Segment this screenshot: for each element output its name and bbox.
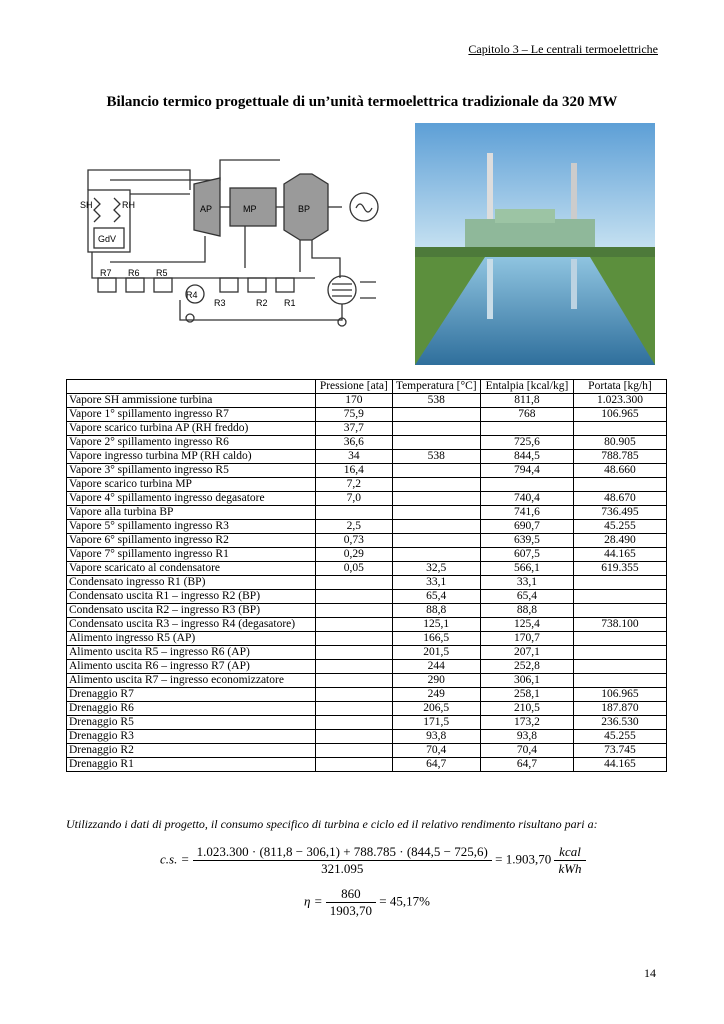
value-cell: 306,1: [480, 674, 573, 688]
value-cell: [392, 464, 480, 478]
plant-schematic: [80, 150, 385, 335]
table-row: [67, 744, 667, 758]
value-cell: 736.495: [573, 506, 666, 520]
value-cell: 844,5: [480, 450, 573, 464]
value-cell: 788.785: [573, 450, 666, 464]
table-row: [67, 632, 667, 646]
value-cell: [316, 646, 392, 660]
value-cell: 0,73: [316, 534, 392, 548]
value-cell: 607,5: [480, 548, 573, 562]
value-cell: 2,5: [316, 520, 392, 534]
value-cell: [316, 660, 392, 674]
value-cell: 48.660: [573, 464, 666, 478]
value-cell: [316, 744, 392, 758]
row-label-cell: Vapore scarico turbina AP (RH freddo): [67, 422, 316, 436]
table-row: [67, 730, 667, 744]
value-cell: [316, 702, 392, 716]
table-row: [67, 758, 667, 772]
value-cell: [392, 548, 480, 562]
formula-cs-numerator: 1.023.300 · (811,8 − 306,1) + 788.785 · (844,5 − 725,6): [193, 844, 492, 861]
table-row: [67, 436, 667, 450]
value-cell: 125,4: [480, 618, 573, 632]
value-cell: 75,9: [316, 408, 392, 422]
formula-cs-result: = 1.903,70: [495, 851, 552, 867]
value-cell: 70,4: [392, 744, 480, 758]
value-cell: [573, 660, 666, 674]
formula-cs-unit-den: kWh: [558, 861, 582, 876]
table-row: [67, 492, 667, 506]
value-cell: [573, 646, 666, 660]
value-cell: 65,4: [480, 590, 573, 604]
table-row: [67, 660, 667, 674]
value-cell: [573, 632, 666, 646]
value-cell: 93,8: [480, 730, 573, 744]
row-label-cell: Drenaggio R5: [67, 716, 316, 730]
value-cell: 201,5: [392, 646, 480, 660]
formula-cs-unit: [554, 844, 585, 877]
value-cell: [480, 422, 573, 436]
table-row: [67, 604, 667, 618]
value-cell: 538: [392, 394, 480, 408]
value-cell: [316, 758, 392, 772]
value-cell: [392, 506, 480, 520]
page-title: Bilancio termico progettuale di un’unità termoelettrica tradizionale da 320 MW: [106, 94, 618, 110]
value-cell: 45.255: [573, 730, 666, 744]
label-gdv: GdV: [98, 234, 117, 244]
value-cell: [392, 436, 480, 450]
value-cell: 0,29: [316, 548, 392, 562]
table-row: [67, 702, 667, 716]
table-row: [67, 394, 667, 408]
label-r5: R5: [156, 268, 168, 278]
value-cell: [316, 618, 392, 632]
row-label-cell: Vapore scaricato al condensatore: [67, 562, 316, 576]
row-label-cell: Drenaggio R1: [67, 758, 316, 772]
value-cell: 0,05: [316, 562, 392, 576]
value-cell: 7,0: [316, 492, 392, 506]
value-cell: 187.870: [573, 702, 666, 716]
value-cell: [392, 478, 480, 492]
row-label-cell: Vapore scarico turbina MP: [67, 478, 316, 492]
value-cell: 33,1: [480, 576, 573, 590]
table-row: [67, 590, 667, 604]
value-cell: [316, 674, 392, 688]
value-cell: [392, 492, 480, 506]
value-cell: 32,5: [392, 562, 480, 576]
value-cell: [316, 576, 392, 590]
table-row: [67, 506, 667, 520]
power-plant-photo: [415, 123, 655, 365]
label-r2: R2: [256, 298, 268, 308]
table-row: [67, 576, 667, 590]
value-cell: 741,6: [480, 506, 573, 520]
formula-specific-consumption: [160, 844, 586, 877]
value-cell: 768: [480, 408, 573, 422]
value-cell: 125,1: [392, 618, 480, 632]
chapter-header: Capitolo 3 – Le centrali termoelettriche: [468, 42, 658, 56]
value-cell: [573, 674, 666, 688]
value-cell: 738.100: [573, 618, 666, 632]
value-cell: 173,2: [480, 716, 573, 730]
value-cell: 206,5: [392, 702, 480, 716]
value-cell: 236.530: [573, 716, 666, 730]
formula-cs-fraction: [193, 844, 492, 877]
value-cell: 36,6: [316, 436, 392, 450]
row-label-cell: Vapore 2° spillamento ingresso R6: [67, 436, 316, 450]
value-cell: 88,8: [480, 604, 573, 618]
formula-eta-lhs: η =: [304, 893, 323, 909]
row-label-cell: Vapore 6° spillamento ingresso R2: [67, 534, 316, 548]
value-cell: 37,7: [316, 422, 392, 436]
thermal-balance-table: [66, 379, 667, 772]
row-label-cell: Alimento uscita R7 – ingresso economizzatore: [67, 674, 316, 688]
value-cell: [573, 478, 666, 492]
value-cell: 106.965: [573, 688, 666, 702]
row-label-cell: Vapore SH ammissione turbina: [67, 394, 316, 408]
table-row: [67, 562, 667, 576]
value-cell: 73.745: [573, 744, 666, 758]
value-cell: 244: [392, 660, 480, 674]
value-cell: [392, 520, 480, 534]
row-label-cell: Vapore 1° spillamento ingresso R7: [67, 408, 316, 422]
row-label-cell: Vapore 5° spillamento ingresso R3: [67, 520, 316, 534]
value-cell: [480, 478, 573, 492]
value-cell: 639,5: [480, 534, 573, 548]
header-cell: Entalpia [kcal/kg]: [480, 380, 573, 394]
label-r3: R3: [214, 298, 226, 308]
label-sh: SH: [80, 200, 93, 210]
value-cell: [573, 422, 666, 436]
value-cell: 811,8: [480, 394, 573, 408]
label-bp: BP: [298, 204, 311, 214]
value-cell: 64,7: [480, 758, 573, 772]
row-label-cell: Condensato uscita R2 – ingresso R3 (BP): [67, 604, 316, 618]
label-mp: MP: [243, 204, 257, 214]
value-cell: 70,4: [480, 744, 573, 758]
table-row: [67, 464, 667, 478]
label-r1: R1: [284, 298, 296, 308]
value-cell: 28.490: [573, 534, 666, 548]
value-cell: 44.165: [573, 548, 666, 562]
table-row: [67, 478, 667, 492]
value-cell: [392, 422, 480, 436]
row-label-cell: Vapore 3° spillamento ingresso R5: [67, 464, 316, 478]
value-cell: 566,1: [480, 562, 573, 576]
value-cell: 64,7: [392, 758, 480, 772]
header-cell: Pressione [ata]: [316, 380, 392, 394]
value-cell: [316, 604, 392, 618]
value-cell: 690,7: [480, 520, 573, 534]
formula-eta-fraction: [326, 886, 376, 919]
formula-cs-unit-num: kcal: [554, 844, 585, 861]
value-cell: 170: [316, 394, 392, 408]
value-cell: 740,4: [480, 492, 573, 506]
row-label-cell: Alimento uscita R5 – ingresso R6 (AP): [67, 646, 316, 660]
label-r7: R7: [100, 268, 112, 278]
formula-eta-denominator: 1903,70: [329, 903, 372, 918]
table-header-row: [67, 380, 667, 394]
value-cell: 48.670: [573, 492, 666, 506]
value-cell: 619.355: [573, 562, 666, 576]
label-rh: RH: [122, 200, 135, 210]
formula-cs-denominator: 321.095: [321, 861, 364, 876]
row-label-cell: Condensato uscita R1 – ingresso R2 (BP): [67, 590, 316, 604]
table-row: [67, 450, 667, 464]
row-label-cell: Drenaggio R3: [67, 730, 316, 744]
formula-cs-lhs: c.s. =: [160, 851, 190, 867]
table-row: [67, 408, 667, 422]
value-cell: 106.965: [573, 408, 666, 422]
header-cell: Portata [kg/h]: [573, 380, 666, 394]
row-label-cell: Condensato ingresso R1 (BP): [67, 576, 316, 590]
header-cell: [67, 380, 316, 394]
value-cell: 33,1: [392, 576, 480, 590]
row-label-cell: Drenaggio R2: [67, 744, 316, 758]
value-cell: 88,8: [392, 604, 480, 618]
table-row: [67, 548, 667, 562]
value-cell: 258,1: [480, 688, 573, 702]
value-cell: 80.905: [573, 436, 666, 450]
value-cell: 1.023.300: [573, 394, 666, 408]
value-cell: [316, 590, 392, 604]
value-cell: 171,5: [392, 716, 480, 730]
value-cell: 166,5: [392, 632, 480, 646]
value-cell: 65,4: [392, 590, 480, 604]
value-cell: 93,8: [392, 730, 480, 744]
value-cell: 16,4: [316, 464, 392, 478]
value-cell: 7,2: [316, 478, 392, 492]
value-cell: 170,7: [480, 632, 573, 646]
value-cell: 290: [392, 674, 480, 688]
row-label-cell: Alimento uscita R6 – ingresso R7 (AP): [67, 660, 316, 674]
table-row: [67, 646, 667, 660]
row-label-cell: Drenaggio R6: [67, 702, 316, 716]
value-cell: [573, 576, 666, 590]
page-number: 14: [644, 966, 656, 980]
value-cell: [316, 632, 392, 646]
row-label-cell: Vapore 7° spillamento ingresso R1: [67, 548, 316, 562]
value-cell: [392, 534, 480, 548]
value-cell: 794,4: [480, 464, 573, 478]
formula-efficiency: [304, 886, 430, 919]
value-cell: [573, 604, 666, 618]
row-label-cell: Drenaggio R7: [67, 688, 316, 702]
value-cell: 207,1: [480, 646, 573, 660]
value-cell: 45.255: [573, 520, 666, 534]
table-row: [67, 688, 667, 702]
label-r4: R4: [186, 290, 198, 300]
value-cell: 538: [392, 450, 480, 464]
formula-eta-numerator: 860: [326, 886, 376, 903]
value-cell: 249: [392, 688, 480, 702]
table-row: [67, 674, 667, 688]
header-cell: Temperatura [°C]: [392, 380, 480, 394]
value-cell: [316, 688, 392, 702]
value-cell: [392, 408, 480, 422]
label-r6: R6: [128, 268, 140, 278]
intro-text: Utilizzando i dati di progetto, il consumo specifico di turbina e ciclo ed il relativo rendimento risultano pari a:: [66, 817, 598, 831]
row-label-cell: Condensato uscita R3 – ingresso R4 (degasatore): [67, 618, 316, 632]
row-label-cell: Vapore 4° spillamento ingresso degasatore: [67, 492, 316, 506]
table-body: [67, 394, 667, 772]
table-row: [67, 534, 667, 548]
row-label-cell: Alimento ingresso R5 (AP): [67, 632, 316, 646]
row-label-cell: Vapore alla turbina BP: [67, 506, 316, 520]
row-label-cell: Vapore ingresso turbina MP (RH caldo): [67, 450, 316, 464]
value-cell: [316, 716, 392, 730]
value-cell: 34: [316, 450, 392, 464]
label-ap: AP: [200, 204, 213, 214]
value-cell: 44.165: [573, 758, 666, 772]
table-row: [67, 422, 667, 436]
value-cell: [573, 590, 666, 604]
formula-eta-result: = 45,17%: [379, 893, 430, 909]
table-row: [67, 716, 667, 730]
value-cell: [316, 730, 392, 744]
table-row: [67, 520, 667, 534]
value-cell: 252,8: [480, 660, 573, 674]
value-cell: 725,6: [480, 436, 573, 450]
value-cell: 210,5: [480, 702, 573, 716]
value-cell: [316, 506, 392, 520]
table-row: [67, 618, 667, 632]
